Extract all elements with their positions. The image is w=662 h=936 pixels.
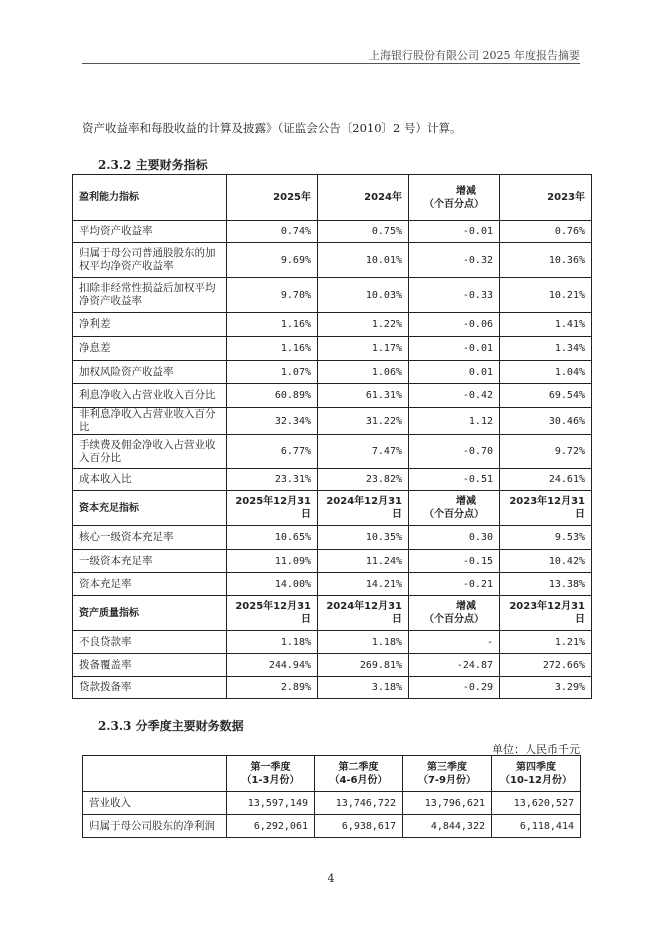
table-row (73, 550, 592, 573)
value-cell: 30.46% (500, 408, 592, 435)
value-cell: 32.34% (227, 408, 318, 435)
value-cell: 31.22% (318, 408, 409, 435)
value-cell: 1.16% (227, 313, 318, 337)
value-cell: 10.65% (227, 526, 318, 550)
table-row (73, 435, 592, 469)
value-cell: 6,118,414 (492, 815, 581, 838)
value-cell: 23.31% (227, 469, 318, 491)
section-title-2-3-3: 2.3.3 分季度主要财务数据 (98, 719, 244, 733)
value-cell: 1.18% (227, 631, 318, 654)
table-row (73, 337, 592, 361)
value-cell: -0.32 (409, 243, 500, 278)
row-label: 贷款拨备率 (73, 677, 227, 699)
value-cell: 272.66% (500, 654, 592, 677)
value-cell: -0.29 (409, 677, 500, 699)
header-cell (227, 756, 315, 792)
value-cell: 11.24% (318, 550, 409, 573)
table-row (73, 677, 592, 699)
table-row (83, 792, 581, 815)
value-cell: 69.54% (500, 384, 592, 408)
intro-text: 资产收益率和每股收益的计算及披露》（证监会公告〔2010〕2 号）计算。 (82, 121, 462, 135)
table-row (73, 313, 592, 337)
value-cell: 9.72% (500, 435, 592, 469)
value-cell: -0.70 (409, 435, 500, 469)
row-label: 非利息净收入占营业收入百分比 (73, 408, 227, 435)
value-cell: -0.15 (409, 550, 500, 573)
row-label: 核心一级资本充足率 (73, 526, 227, 550)
table-row (83, 815, 581, 838)
row-label: 净利差 (73, 313, 227, 337)
value-cell: 14.00% (227, 573, 318, 596)
change-label: 增减 (456, 496, 476, 507)
value-cell: -0.33 (409, 278, 500, 313)
row-label: 一级资本充足率 (73, 550, 227, 573)
row-label: 营业收入 (83, 792, 227, 815)
value-cell: -24.87 (409, 654, 500, 677)
value-cell: 11.09% (227, 550, 318, 573)
table-row (73, 469, 592, 491)
row-label: 扣除非经常性损益后加权平均净资产收益率 (73, 278, 227, 313)
quarter-label: 第二季度 (338, 761, 379, 773)
value-cell: 1.04% (500, 361, 592, 384)
change-unit-label: （个百分点） (424, 509, 484, 520)
header-cell: 资本充足指标 (73, 491, 227, 526)
table-header-row (83, 756, 581, 792)
value-cell: -0.21 (409, 573, 500, 596)
value-cell: 13.38% (500, 573, 592, 596)
page-number: 4 (327, 872, 335, 885)
header-cell: 2025年 (227, 175, 318, 221)
quarter-label: 第三季度 (427, 761, 467, 773)
value-cell: 1.12 (409, 408, 500, 435)
table-row (73, 526, 592, 550)
row-label: 利息净收入占营业收入百分比 (73, 384, 227, 408)
header-cell (409, 596, 500, 631)
change-label: 增减 (456, 601, 476, 612)
quarter-label: 第四季度 (516, 761, 556, 773)
change-unit-label: （个百分点） (424, 198, 484, 210)
value-cell: 1.17% (318, 337, 409, 361)
value-cell: 0.76% (500, 221, 592, 243)
value-cell: 24.61% (500, 469, 592, 491)
value-cell: 269.81% (318, 654, 409, 677)
value-cell: 0.01 (409, 361, 500, 384)
value-cell: 1.18% (318, 631, 409, 654)
value-cell: 6,292,061 (227, 815, 315, 838)
month-range-label: （7-9月份） (417, 774, 477, 786)
row-label: 资本充足率 (73, 573, 227, 596)
value-cell: 13,796,621 (403, 792, 492, 815)
header-cell: 2024年12月31日 (318, 596, 409, 631)
value-cell: 23.82% (318, 469, 409, 491)
value-cell: 4,844,322 (403, 815, 492, 838)
value-cell: 10.01% (318, 243, 409, 278)
row-label: 平均资产收益率 (73, 221, 227, 243)
row-label: 成本收入比 (73, 469, 227, 491)
change-unit-label: （个百分点） (424, 614, 484, 625)
header-cell (83, 756, 227, 792)
unit-label: 单位：人民币千元 (492, 743, 580, 756)
table-row (73, 384, 592, 408)
row-label: 净息差 (73, 337, 227, 361)
month-range-label: （10-12月份） (500, 774, 572, 786)
header-cell (403, 756, 492, 792)
value-cell: 1.21% (500, 631, 592, 654)
value-cell: 1.22% (318, 313, 409, 337)
table-row (73, 221, 592, 243)
month-range-label: （4-6月份） (329, 774, 388, 786)
row-label: 归属于母公司普通股股东的加权平均净资产收益率 (73, 243, 227, 278)
header-cell: 资产质量指标 (73, 596, 227, 631)
row-label: 拨备覆盖率 (73, 654, 227, 677)
month-range-label: （1-3月份） (241, 774, 300, 786)
header-title: 上海银行股份有限公司 2025 年度报告摘要 (369, 49, 580, 62)
table-row (73, 573, 592, 596)
table-row (73, 408, 592, 435)
header-cell: 盈利能力指标 (73, 175, 227, 221)
row-label: 归属于母公司股东的净利润 (83, 815, 227, 838)
value-cell: 9.70% (227, 278, 318, 313)
row-label: 不良贷款率 (73, 631, 227, 654)
value-cell: 9.69% (227, 243, 318, 278)
header-cell: 2023年 (500, 175, 592, 221)
header-cell: 2024年 (318, 175, 409, 221)
value-cell: -0.06 (409, 313, 500, 337)
value-cell: 6,938,617 (315, 815, 403, 838)
value-cell: -0.01 (409, 221, 500, 243)
header-rule (82, 63, 580, 64)
value-cell: 1.06% (318, 361, 409, 384)
table-row (73, 278, 592, 313)
section-title-2-3-2: 2.3.2 主要财务指标 (98, 158, 208, 172)
value-cell: 10.42% (500, 550, 592, 573)
table-header-row (73, 175, 592, 221)
table-row (73, 631, 592, 654)
row-label: 加权风险资产收益率 (73, 361, 227, 384)
value-cell: 6.77% (227, 435, 318, 469)
table-header-row (73, 596, 592, 631)
value-cell: - (409, 631, 500, 654)
change-label: 增减 (456, 185, 476, 197)
value-cell: 7.47% (318, 435, 409, 469)
row-label: 手续费及佣金净收入占营业收入百分比 (73, 435, 227, 469)
table-row (73, 654, 592, 677)
header-cell: 2024年12月31日 (318, 491, 409, 526)
value-cell: 13,746,722 (315, 792, 403, 815)
value-cell: 1.34% (500, 337, 592, 361)
table-row (73, 243, 592, 278)
value-cell: 3.29% (500, 677, 592, 699)
value-cell: 9.53% (500, 526, 592, 550)
value-cell: 10.03% (318, 278, 409, 313)
value-cell: 10.36% (500, 243, 592, 278)
value-cell: 13,620,527 (492, 792, 581, 815)
quarter-label: 第一季度 (250, 761, 291, 773)
header-cell: 2025年12月31日 (227, 491, 318, 526)
quarterly-data-table (82, 755, 581, 838)
table-header-row (73, 491, 592, 526)
value-cell: 1.16% (227, 337, 318, 361)
header-cell (315, 756, 403, 792)
value-cell: 10.35% (318, 526, 409, 550)
value-cell: 0.74% (227, 221, 318, 243)
value-cell: 244.94% (227, 654, 318, 677)
header-cell (492, 756, 581, 792)
value-cell: 60.89% (227, 384, 318, 408)
value-cell: 10.21% (500, 278, 592, 313)
header-cell (409, 175, 500, 221)
value-cell: 3.18% (318, 677, 409, 699)
value-cell: 2.89% (227, 677, 318, 699)
table-row (73, 361, 592, 384)
value-cell: 1.41% (500, 313, 592, 337)
value-cell: 61.31% (318, 384, 409, 408)
value-cell: -0.51 (409, 469, 500, 491)
value-cell: 1.07% (227, 361, 318, 384)
value-cell: -0.01 (409, 337, 500, 361)
value-cell: 13,597,149 (227, 792, 315, 815)
value-cell: 14.21% (318, 573, 409, 596)
financial-indicators-table (72, 174, 592, 699)
header-cell: 2023年12月31日 (500, 596, 592, 631)
value-cell: 0.75% (318, 221, 409, 243)
header-cell: 2025年12月31日 (227, 596, 318, 631)
value-cell: 0.30 (409, 526, 500, 550)
header-cell: 2023年12月31日 (500, 491, 592, 526)
header-cell (409, 491, 500, 526)
value-cell: -0.42 (409, 384, 500, 408)
